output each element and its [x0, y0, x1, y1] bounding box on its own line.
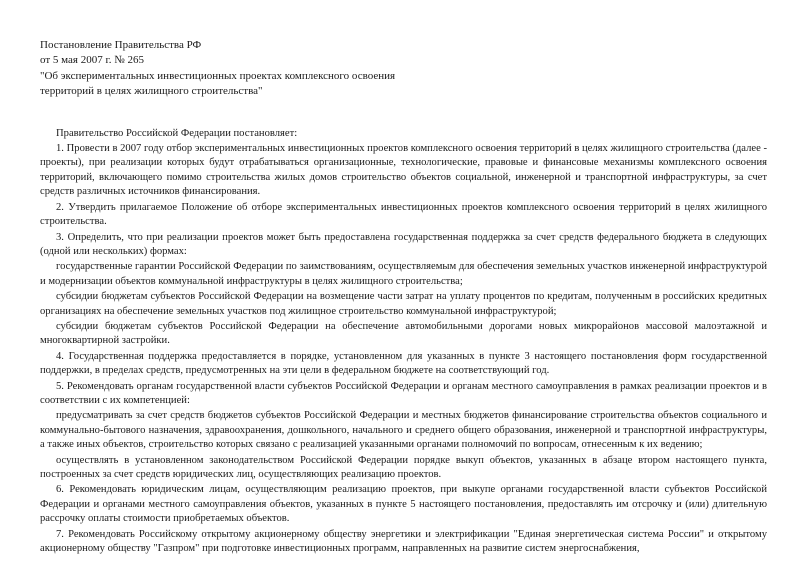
preamble: Правительство Российской Федерации постановляет:	[56, 127, 298, 139]
paragraph-6: 6. Рекомендовать юридическим лицам, осуществляющим реализацию проектов, при выкупе органами государственной власти субъектов Российской Федерации и органами местного самоуправления объектов, указанных в пункте 5 настоящего постановления, предоставлять им отсрочку и (или) длительную рассрочку оплаты стоимости приобретаемых объектов.	[40, 484, 767, 525]
document-title-line-2: территорий в целях жилищного строительства"	[40, 85, 263, 98]
paragraph-2: 2. Утвердить прилагаемое Положение об отборе экспериментальных инвестиционных проектов комплексного освоения территорий в целях жилищного строительства.	[40, 201, 767, 228]
paragraph-3: 3. Определить, что при реализации проектов может быть предоставлена государственная поддержка за счет средств федерального бюджета в следующих (одной или нескольких) формах:	[40, 231, 767, 258]
document-date-number: от 5 мая 2007 г. № 265	[40, 54, 145, 67]
paragraph-3-item-3: субсидии бюджетам субъектов Российской Федерации на обеспечение автомобильными дорогами новых микрорайонов массовой малоэтажной и многоквартирной застройки.	[40, 320, 767, 347]
paragraph-3-item-1: государственные гарантии Российской Федерации по заимствованиям, осуществляемым для обеспечения земельных участков инженерной инфраструктурой и модернизации объектов коммунальной инфраструктуры в целях жилищного строительства;	[40, 261, 767, 287]
document-type: Постановление Правительства РФ	[40, 39, 202, 51]
document-header	[40, 38, 767, 100]
document-body	[40, 127, 767, 557]
document-title-line-1: "Об экспериментальных инвестиционных проектах комплексного освоения	[40, 69, 396, 82]
paragraph-5-item-2: осуществлять в установленном законодательством Российской Федерации порядке выкуп объектов, указанных в абзаце втором настоящего пункта, построенных за счет средств юридических лиц, осуществляющих реализацию проектов.	[40, 454, 767, 481]
paragraph-5: 5. Рекомендовать органам государственной власти субъектов Российской Федерации и органам местного самоуправления в рамках реализации проектов и в соответствии с их компетенцией:	[40, 380, 767, 406]
paragraph-7: 7. Рекомендовать Российскому открытому акционерному обществу энергетики и электрификации "Единая энергетическая система России" и открытому акционерному обществу "Газпром" при подготовке инвестиционных программ, направленных на развитие систем энергоснабжения,	[40, 528, 767, 555]
paragraph-5-item-1: предусматривать за счет средств бюджетов субъектов Российской Федерации и местных бюджетов финансирование строительства объектов социального и коммунально-бытового назначения, здравоохранения, дошкольного, начального и среднего общего образования, инженерной и транспортной инфраструктуры, а также иных объектов, строительство которых связано с реализацией указанными органами полномочий по вопросам, отнесенным к их ведению;	[40, 410, 767, 451]
paragraph-1: 1. Провести в 2007 году отбор экспериментальных инвестиционных проектов комплексного освоения территорий в целях жилищного строительства (далее - проекты), при реализации которых будут отрабатываться организационные, технологические, правовые и финансовые механизмы комплексного освоения территорий, включающего помимо строительства жилых домов строительство объектов социальной, инженерной и транспортной инфраструктуры, за счет средств различных источников финансирования.	[40, 142, 767, 198]
paragraph-3-item-2: субсидии бюджетам субъектов Российской Федерации на возмещение части затрат на уплату процентов по кредитам, полученным в российских кредитных организациях на обеспечение земельных участков под жилищное строительство коммунальной инфраструктурой;	[40, 291, 767, 317]
paragraph-4: 4. Государственная поддержка предоставляется в порядке, установленном для указанных в пункте 3 настоящего постановления форм государственной поддержки, в пределах средств, предусмотренных на эти цели в федеральном бюджете на соответствующий год.	[40, 350, 767, 377]
